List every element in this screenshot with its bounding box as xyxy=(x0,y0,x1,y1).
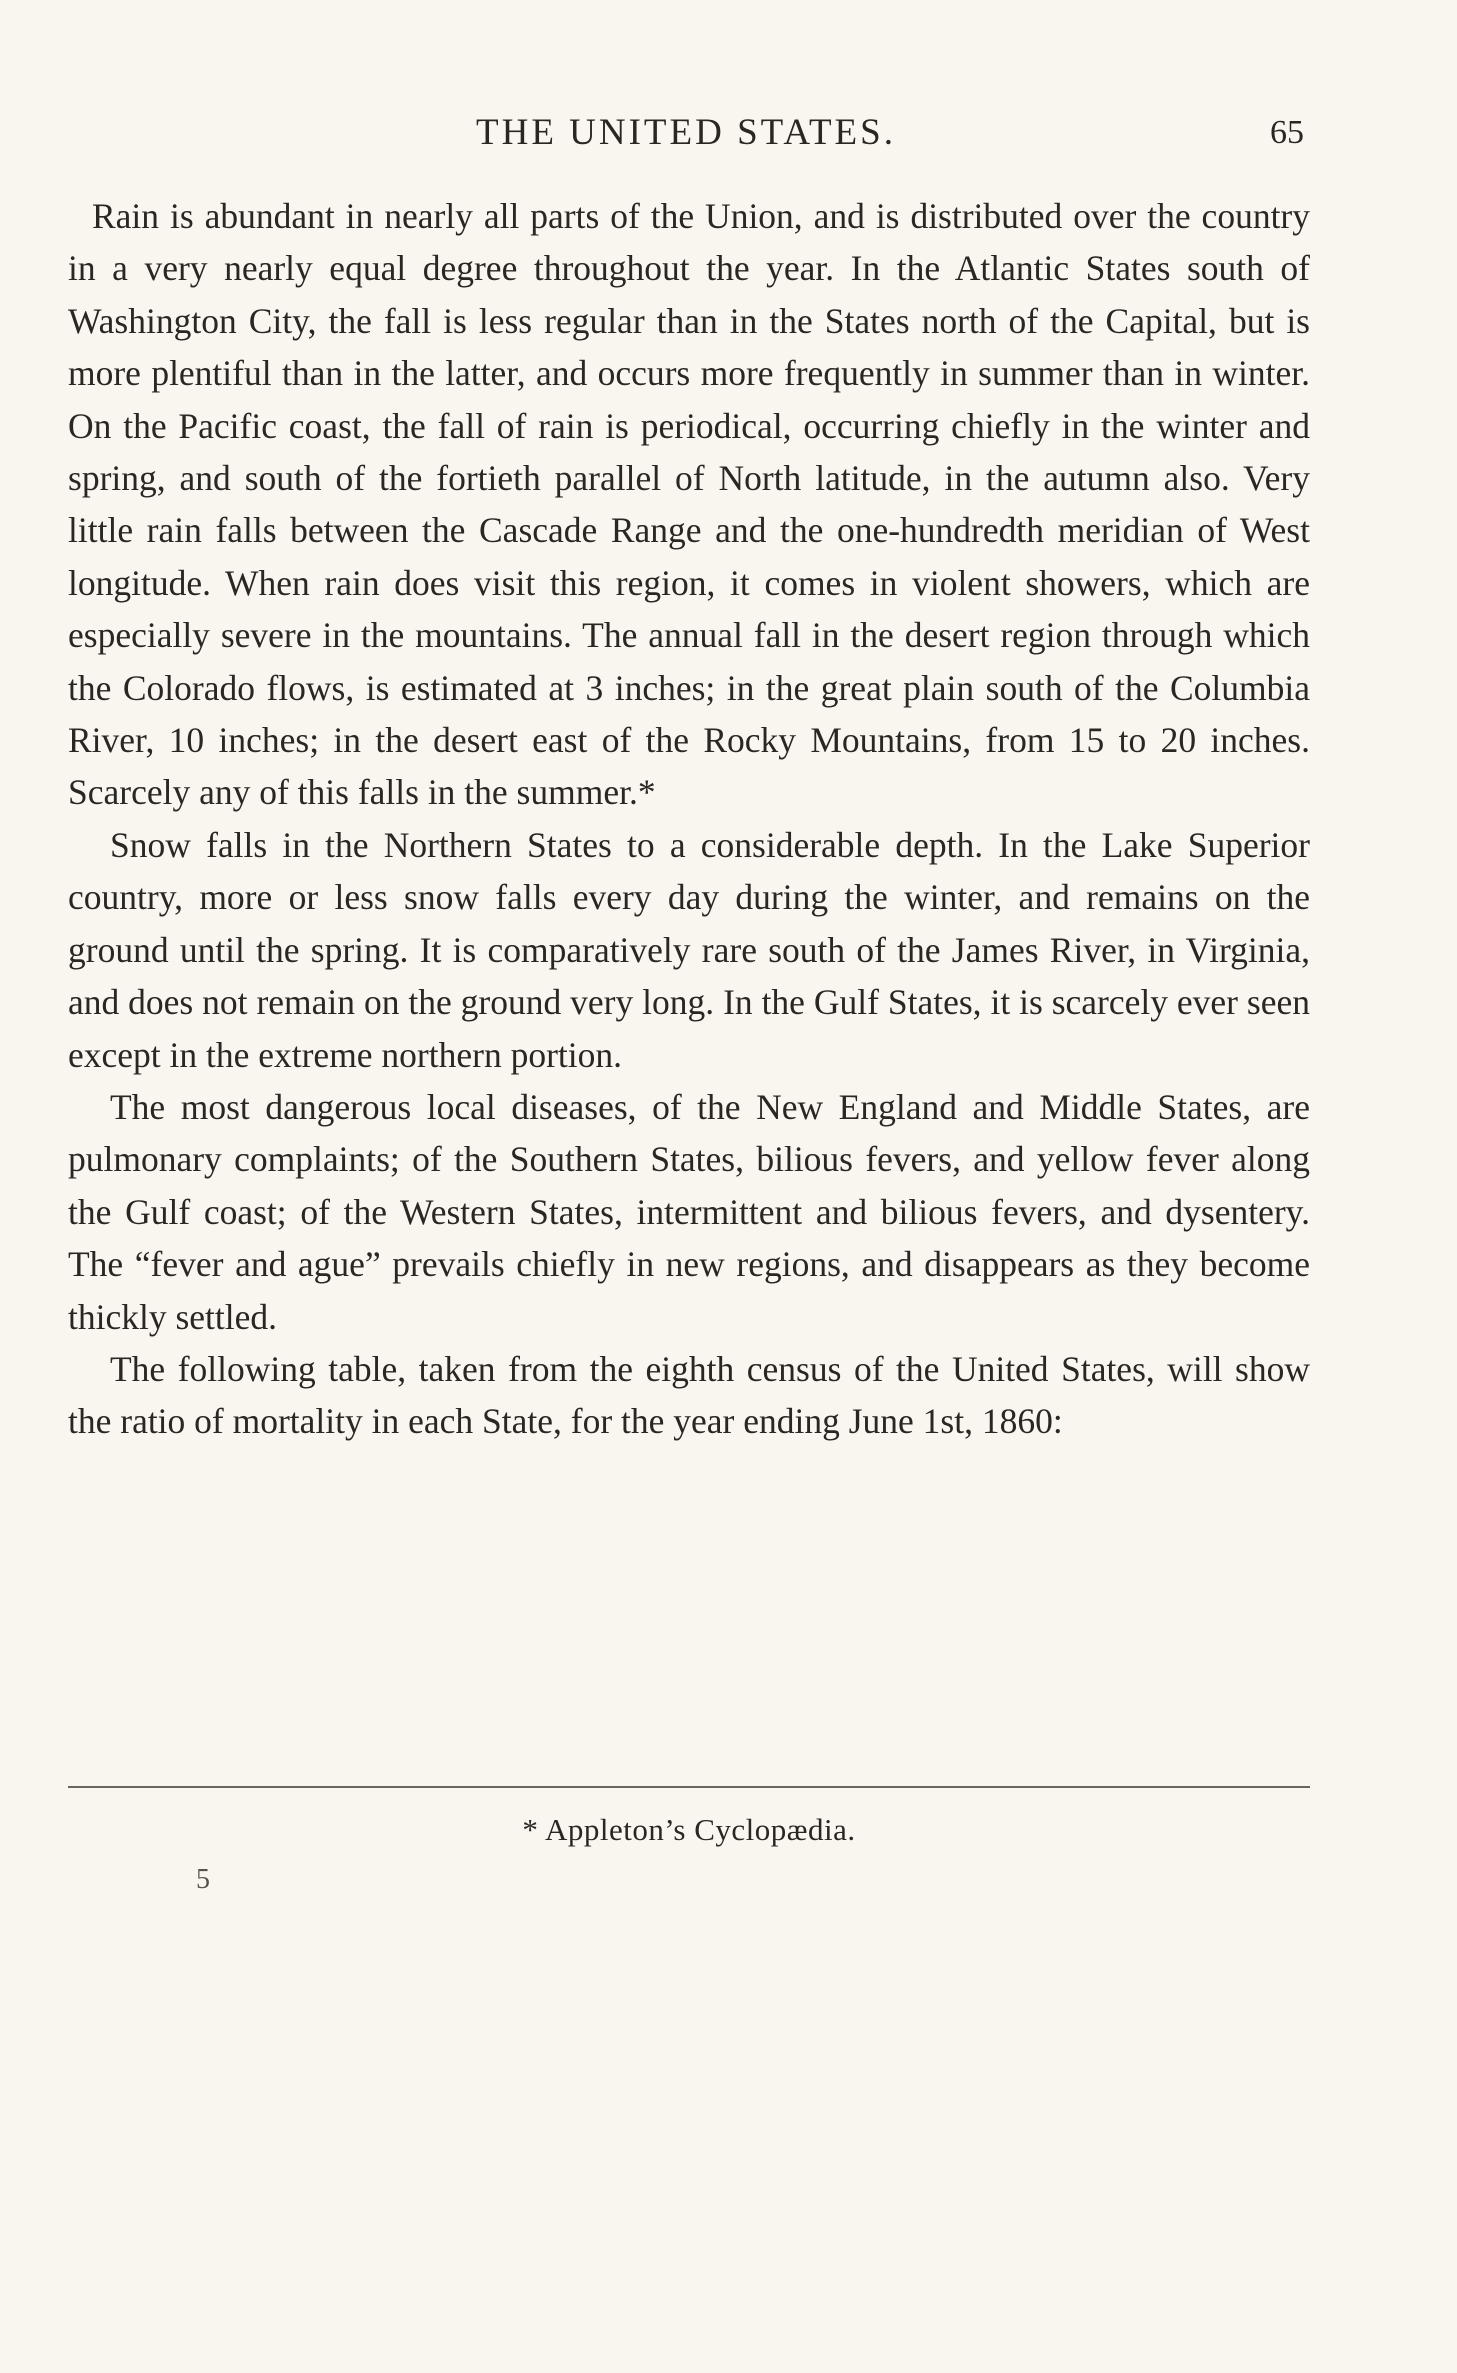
paragraph-snow: Snow falls in the Northern States to a considerable depth. In the Lake Superior country, more or less snow falls every day during the winter, and remains on the ground until the spring. It is comparatively rare south of the James River, in Virginia, and does not remain on the ground very long. In the Gulf States, it is scarcely ever seen except in the extreme northern portion. xyxy=(68,824,1310,1075)
body-text xyxy=(68,190,1310,1448)
running-head xyxy=(68,108,1304,158)
running-title: THE UNITED STATES. xyxy=(476,112,896,153)
paragraph-diseases: The most dangerous local diseases, of the New England and Middle States, are pulmonary complaints; of the Southern States, bilious fevers, and yellow fever along the Gulf coast; of the Western States, intermittent and bilious fevers, and dysentery. The “fever and ague” prevails chiefly in new regions, and disappears as they become thickly settled. xyxy=(68,1086,1310,1337)
footnote: * Appleton’s Cyclopædia. xyxy=(522,1812,856,1847)
paragraph-rain: Rain is abundant in nearly all parts of the Union, and is distributed over the country in a very nearly equal degree throughout the year. In the Atlantic States south of Washington City, the fall is less regular than in the States north of the Capital, but is more plentiful than in the latter, and occurs more frequently in summer than in winter. On the Pacific coast, the fall of rain is periodical, occurring chiefly in the winter and spring, and south of the fortieth parallel of North latitude, in the autumn also. Very little rain falls between the Cascade Range and the one-hundredth meridian of West longitude. When rain does visit this region, it comes in violent showers, which are especially severe in the mountains. The annual fall in the desert region through which the Colorado flows, is estimated at 3 inches; in the great plain south of the Columbia River, 10 inches; in the desert east of the Rocky Mountains, from 15 to 20 inches. Scarcely any of this falls in the summer.* xyxy=(68,196,1310,813)
footnote-rule xyxy=(68,1786,1310,1788)
signature-mark: 5 xyxy=(196,1864,210,1895)
paragraph-table-intro: The following table, taken from the eighth census of the United States, will show the ratio of mortality in each State, for the year ending June 1st, 1860: xyxy=(68,1348,1310,1442)
page-number: 65 xyxy=(1270,114,1304,151)
